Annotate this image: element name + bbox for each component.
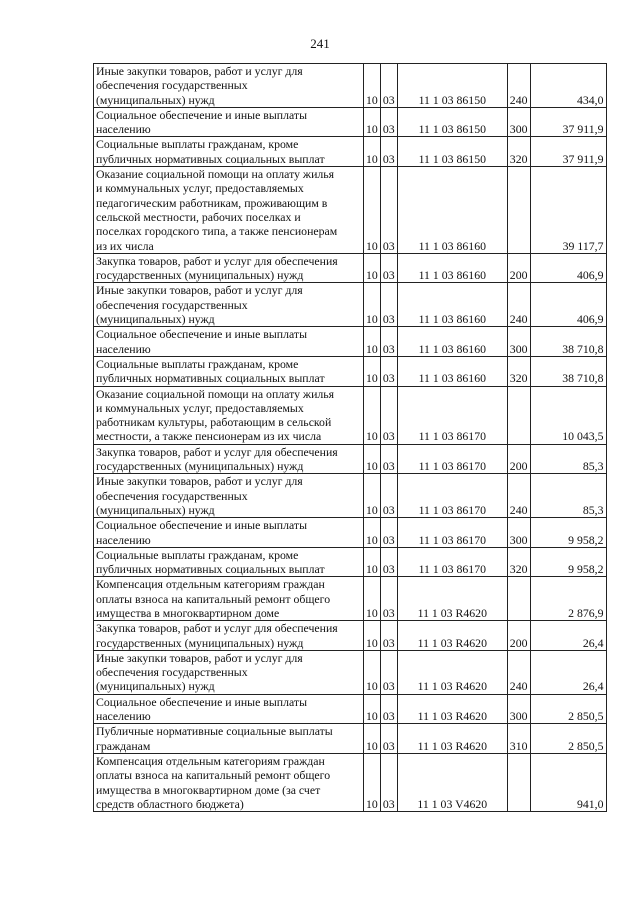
table-row — [94, 253, 607, 283]
item-name-cell — [94, 650, 364, 694]
expense-type-cell — [507, 753, 530, 811]
subsection-code-cell: 03 — [380, 107, 397, 137]
subsection-code-cell: 03 — [380, 167, 397, 254]
section-code-cell: 10 — [364, 694, 381, 724]
expense-type-cell: 240 — [507, 650, 530, 694]
item-name-line: Социальное обеспечение и иные выплаты — [96, 327, 307, 342]
amount-cell: 26,4 — [530, 650, 606, 694]
item-name-line: Социальные выплаты гражданам, кроме — [96, 356, 299, 371]
section-code-cell: 10 — [364, 167, 381, 254]
amount-cell: 37 911,9 — [530, 137, 606, 167]
item-name-cell — [94, 327, 364, 357]
section-code-cell: 10 — [364, 444, 381, 474]
item-name-line: обеспечения государственных — [96, 488, 248, 503]
expense-type-cell: 300 — [507, 694, 530, 724]
item-name-line: Социальные выплаты гражданам, кроме — [96, 547, 299, 562]
target-article-cell: 11 1 03 86170 — [397, 386, 507, 444]
item-name-line: Оказание социальной помощи на оплату жилья — [96, 386, 335, 401]
item-name-cell — [94, 753, 364, 811]
item-name-line: Компенсация отдельным категориям граждан — [96, 577, 325, 592]
target-article-cell: 11 1 03 R4620 — [397, 650, 507, 694]
target-article-cell: 11 1 03 R4620 — [397, 577, 507, 621]
item-name-cell — [94, 621, 364, 651]
section-code-cell: 10 — [364, 283, 381, 327]
section-code-cell: 10 — [364, 64, 381, 108]
item-name-line: Публичные нормативные социальные выплаты — [96, 724, 333, 739]
item-name-line: (муниципальных) нужд — [96, 679, 215, 694]
item-name-line: Иные закупки товаров, работ и услуг для — [96, 474, 303, 489]
item-name-line: педагогическим работникам, проживающим в — [96, 195, 328, 210]
target-article-cell: 11 1 03 86150 — [397, 64, 507, 108]
item-name-line: из их числа — [96, 238, 154, 253]
table-row — [94, 724, 607, 754]
item-name-line: имущества в многоквартирном доме (за счет — [96, 782, 321, 797]
item-name-line: населению — [96, 532, 151, 547]
section-code-cell: 10 — [364, 356, 381, 386]
table-row — [94, 547, 607, 577]
target-article-cell: 11 1 03 86170 — [397, 474, 507, 518]
target-article-cell: 11 1 03 86160 — [397, 356, 507, 386]
expense-type-cell — [507, 386, 530, 444]
subsection-code-cell: 03 — [380, 547, 397, 577]
item-name-line: поселках городского типа, а также пенсионерам — [96, 224, 338, 239]
item-name-cell — [94, 577, 364, 621]
item-name-line: обеспечения государственных — [96, 665, 248, 680]
amount-cell: 941,0 — [530, 753, 606, 811]
item-name-line: Иные закупки товаров, работ и услуг для — [96, 64, 303, 78]
table-row — [94, 167, 607, 254]
target-article-cell: 11 1 03 86160 — [397, 167, 507, 254]
item-name-line: (муниципальных) нужд — [96, 502, 215, 517]
subsection-code-cell: 03 — [380, 753, 397, 811]
item-name-line: и коммунальных услуг, предоставляемых — [96, 400, 304, 415]
item-name-cell — [94, 724, 364, 754]
item-name-line: Иные закупки товаров, работ и услуг для — [96, 650, 303, 665]
item-name-line: публичных нормативных социальных выплат — [96, 151, 325, 166]
table-row — [94, 107, 607, 137]
subsection-code-cell: 03 — [380, 327, 397, 357]
item-name-line: Закупка товаров, работ и услуг для обеспечения — [96, 621, 338, 636]
amount-cell: 10 043,5 — [530, 386, 606, 444]
table-row — [94, 474, 607, 518]
expense-type-cell: 310 — [507, 724, 530, 754]
expense-type-cell: 240 — [507, 283, 530, 327]
section-code-cell: 10 — [364, 650, 381, 694]
expense-type-cell: 200 — [507, 253, 530, 283]
target-article-cell: 11 1 03 86170 — [397, 518, 507, 548]
amount-cell: 434,0 — [530, 64, 606, 108]
expense-type-cell: 240 — [507, 64, 530, 108]
table-row — [94, 137, 607, 167]
item-name-line: и коммунальных услуг, предоставляемых — [96, 181, 304, 196]
item-name-cell — [94, 356, 364, 386]
expense-type-cell — [507, 167, 530, 254]
section-code-cell: 10 — [364, 107, 381, 137]
section-code-cell: 10 — [364, 518, 381, 548]
item-name-line: Иные закупки товаров, работ и услуг для — [96, 283, 303, 298]
amount-cell: 2 850,5 — [530, 724, 606, 754]
amount-cell: 406,9 — [530, 283, 606, 327]
item-name-cell — [94, 137, 364, 167]
item-name-line: (муниципальных) нужд — [96, 312, 215, 327]
item-name-line: государственных (муниципальных) нужд — [96, 459, 304, 474]
target-article-cell: 11 1 03 86160 — [397, 253, 507, 283]
table-row — [94, 327, 607, 357]
expense-type-cell: 300 — [507, 327, 530, 357]
item-name-line: работникам культуры, работающим в сельской — [96, 415, 332, 430]
item-name-line: государственных (муниципальных) нужд — [96, 635, 304, 650]
item-name-line: оплаты взноса на капитальный ремонт общего — [96, 768, 331, 783]
target-article-cell: 11 1 03 R4620 — [397, 621, 507, 651]
target-article-cell: 11 1 03 86160 — [397, 327, 507, 357]
item-name-cell — [94, 518, 364, 548]
item-name-line: Социальное обеспечение и иные выплаты — [96, 518, 307, 533]
item-name-line: Оказание социальной помощи на оплату жилья — [96, 167, 335, 182]
subsection-code-cell: 03 — [380, 621, 397, 651]
amount-cell: 37 911,9 — [530, 107, 606, 137]
target-article-cell: 11 1 03 86170 — [397, 444, 507, 474]
table-row — [94, 621, 607, 651]
expense-type-cell: 300 — [507, 518, 530, 548]
table-row — [94, 518, 607, 548]
item-name-cell — [94, 167, 364, 254]
item-name-line: населению — [96, 709, 151, 724]
page-number: 241 — [310, 36, 330, 51]
target-article-cell: 11 1 03 V4620 — [397, 753, 507, 811]
item-name-cell — [94, 283, 364, 327]
amount-cell: 26,4 — [530, 621, 606, 651]
target-article-cell: 11 1 03 R4620 — [397, 694, 507, 724]
subsection-code-cell: 03 — [380, 283, 397, 327]
expense-type-cell: 320 — [507, 547, 530, 577]
amount-cell: 2 850,5 — [530, 694, 606, 724]
amount-cell: 85,3 — [530, 474, 606, 518]
item-name-line: населению — [96, 341, 151, 356]
target-article-cell: 11 1 03 86150 — [397, 137, 507, 167]
target-article-cell: 11 1 03 R4620 — [397, 724, 507, 754]
item-name-line: оплаты взноса на капитальный ремонт общего — [96, 591, 331, 606]
section-code-cell: 10 — [364, 137, 381, 167]
table-row — [94, 694, 607, 724]
item-name-line: публичных нормативных социальных выплат — [96, 371, 325, 386]
section-code-cell: 10 — [364, 577, 381, 621]
item-name-cell — [94, 474, 364, 518]
item-name-line: Закупка товаров, работ и услуг для обеспечения — [96, 444, 338, 459]
subsection-code-cell: 03 — [380, 724, 397, 754]
amount-cell: 85,3 — [530, 444, 606, 474]
item-name-cell — [94, 107, 364, 137]
expense-type-cell: 200 — [507, 444, 530, 474]
item-name-line: средств областного бюджета) — [96, 796, 244, 811]
target-article-cell: 11 1 03 86160 — [397, 283, 507, 327]
item-name-cell — [94, 386, 364, 444]
table-row — [94, 386, 607, 444]
item-name-line: обеспечения государственных — [96, 78, 248, 93]
amount-cell: 9 958,2 — [530, 518, 606, 548]
expense-type-cell: 300 — [507, 107, 530, 137]
item-name-line: Компенсация отдельным категориям граждан — [96, 753, 325, 768]
amount-cell: 2 876,9 — [530, 577, 606, 621]
item-name-line: населению — [96, 122, 151, 137]
table-row — [94, 753, 607, 811]
amount-cell: 38 710,8 — [530, 327, 606, 357]
item-name-cell — [94, 64, 364, 108]
section-code-cell: 10 — [364, 753, 381, 811]
expense-type-cell — [507, 577, 530, 621]
section-code-cell: 10 — [364, 327, 381, 357]
section-code-cell: 10 — [364, 474, 381, 518]
item-name-cell — [94, 547, 364, 577]
item-name-cell — [94, 253, 364, 283]
subsection-code-cell: 03 — [380, 64, 397, 108]
section-code-cell: 10 — [364, 253, 381, 283]
expense-type-cell: 320 — [507, 137, 530, 167]
subsection-code-cell: 03 — [380, 386, 397, 444]
table-row — [94, 650, 607, 694]
table-row — [94, 64, 607, 108]
amount-cell: 9 958,2 — [530, 547, 606, 577]
item-name-line: Закупка товаров, работ и услуг для обеспечения — [96, 253, 338, 268]
subsection-code-cell: 03 — [380, 518, 397, 548]
item-name-line: Социальное обеспечение и иные выплаты — [96, 107, 307, 122]
item-name-line: обеспечения государственных — [96, 297, 248, 312]
table-row — [94, 444, 607, 474]
item-name-line: сельской местности, рабочих поселках и — [96, 209, 301, 224]
subsection-code-cell: 03 — [380, 474, 397, 518]
item-name-line: (муниципальных) нужд — [96, 92, 215, 107]
item-name-line: Социальное обеспечение и иные выплаты — [96, 694, 307, 709]
expense-type-cell: 320 — [507, 356, 530, 386]
expense-type-cell: 200 — [507, 621, 530, 651]
subsection-code-cell: 03 — [380, 444, 397, 474]
amount-cell: 406,9 — [530, 253, 606, 283]
table-row — [94, 577, 607, 621]
subsection-code-cell: 03 — [380, 650, 397, 694]
target-article-cell: 11 1 03 86150 — [397, 107, 507, 137]
amount-cell: 39 117,7 — [530, 167, 606, 254]
table-row — [94, 283, 607, 327]
subsection-code-cell: 03 — [380, 577, 397, 621]
subsection-code-cell: 03 — [380, 694, 397, 724]
section-code-cell: 10 — [364, 386, 381, 444]
subsection-code-cell: 03 — [380, 356, 397, 386]
item-name-line: местности, а также пенсионерам из их числа — [96, 429, 322, 444]
budget-table — [93, 63, 607, 812]
subsection-code-cell: 03 — [380, 253, 397, 283]
section-code-cell: 10 — [364, 724, 381, 754]
section-code-cell: 10 — [364, 621, 381, 651]
amount-cell: 38 710,8 — [530, 356, 606, 386]
item-name-line: гражданам — [96, 738, 151, 753]
subsection-code-cell: 03 — [380, 137, 397, 167]
expense-type-cell: 240 — [507, 474, 530, 518]
table-row — [94, 356, 607, 386]
item-name-line: публичных нормативных социальных выплат — [96, 562, 325, 577]
item-name-line: государственных (муниципальных) нужд — [96, 268, 304, 283]
item-name-line: имущества в многоквартирном доме — [96, 605, 280, 620]
target-article-cell: 11 1 03 86170 — [397, 547, 507, 577]
section-code-cell: 10 — [364, 547, 381, 577]
item-name-cell — [94, 444, 364, 474]
item-name-cell — [94, 694, 364, 724]
item-name-line: Социальные выплаты гражданам, кроме — [96, 137, 299, 152]
